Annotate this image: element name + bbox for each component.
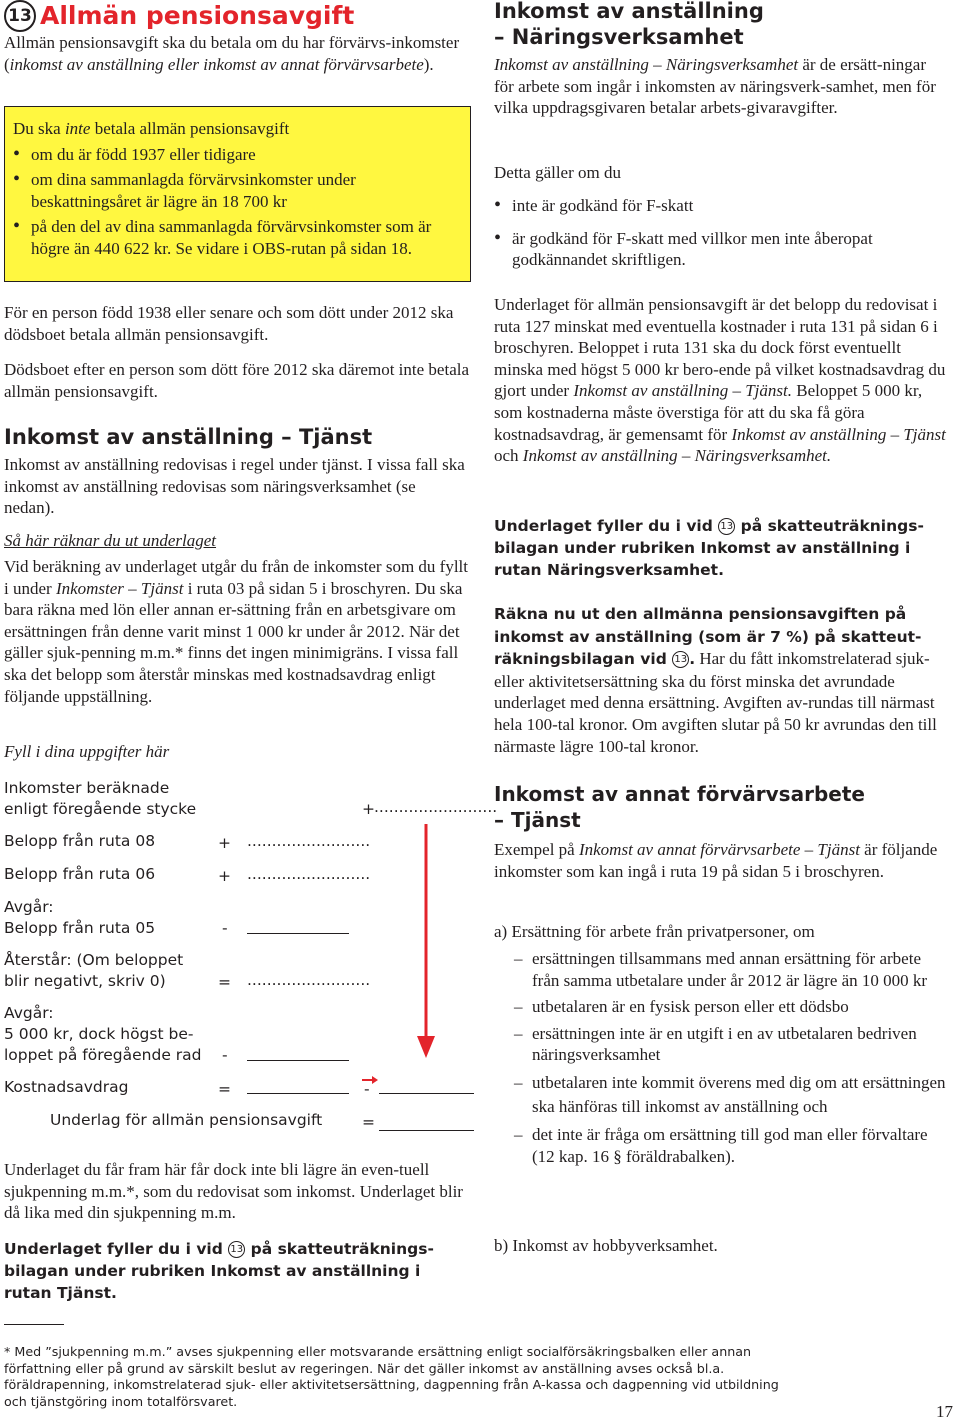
- circled-number-icon: 13: [672, 651, 689, 668]
- list-item: • om dina sammanlagda förvärvsinkomster under beskattningsåret är lägre än 18 700 kr: [13, 169, 453, 212]
- exceptions-list: [13, 144, 453, 260]
- fill-field[interactable]: .........................: [374, 798, 498, 816]
- down-arrow-icon: [354, 818, 444, 1088]
- item-b: b) Inkomst av hobbyverksamhet.: [494, 1236, 718, 1255]
- fill-instruction: Underlaget fyller du i vid 13 på skatteuträknings-bilagan under rubriken Inkomst av anställning i rutan Tjänst.: [4, 1240, 434, 1302]
- heading-annat-forvarvsarbete: Inkomst av annat förvärvsarbete – Tjänst: [494, 782, 865, 832]
- row-operator: +: [362, 800, 375, 818]
- fill-instruction: Underlaget fyller du i vid 13 på skatteuträknings-bilagan under rubriken Inkomst av anställning i rutan Näringsverksamhet.: [494, 517, 924, 579]
- circled-number-icon: 13: [4, 0, 36, 32]
- list-item: – utbetalaren är en fysisk person eller ett dödsbo: [494, 996, 952, 1018]
- annat-paragraph: Exempel på Inkomst av annat förvärvsarbete – Tjänst är följande inkomster som kan ingå i ruta 19 på sidan 5 i broschyren.: [494, 840, 938, 881]
- row-operator: =: [218, 1080, 231, 1098]
- list-item: – det inte är fråga om ersättning till god man eller förvaltare (12 kap. 16 § föräldrabalken).: [494, 1124, 952, 1167]
- list-item: – ersättningen tillsammans med annan ersättning för arbete från samma utbetalare under år 2012 är lägre än 10 000 kr: [494, 948, 952, 991]
- deceased-paragraph-2: Dödsboet efter en person som dött före 2012 ska däremot inte betala allmän pensionsavgift.: [4, 360, 470, 401]
- fill-line[interactable]: [379, 1093, 474, 1094]
- basis-paragraph: Underlaget för allmän pensionsavgift är det belopp du redovisat i ruta 127 minskat med eventuella kostnader i ruta 131 på sidan 6 i broschyren. Beloppet i ruta 131 ska du dock först eventuellt minska med högst 5 000 kr bero-ende på vilket kostnadsavdrag du gjort under Inkomst av anställning – Tjänst. Beloppet 5 000 kr, som kostnaderna måste överstiga för att du ska få göra kostnadsavdrag, är gemensamt för Inkomst av anställning – Tjänst och Inkomst av anställning – Näringsverksamhet.: [494, 295, 946, 466]
- row-label: Kostnadsavdrag: [4, 1078, 129, 1096]
- row-label: Återstår: (Om beloppet blir negativt, skriv 0): [4, 951, 184, 990]
- circled-number-icon: 13: [228, 1241, 245, 1258]
- conditions-list: [494, 948, 952, 1167]
- row-label: Inkomster beräknade enligt föregående stycke: [4, 779, 197, 818]
- applies-label: Detta gäller om du: [494, 163, 621, 182]
- page-title: [4, 0, 474, 32]
- footnote: * Med ”sjukpenning m.m.” avses sjukpenning eller motsvarande ersättning enligt socialförsäkringsbalken eller annan författning eller på grund av särskilt beslut av regeringen. När det gäller inkomst av anställning avses också bl.a. föräldrapenning, inkomstrelaterad sjuk- eller aktivitetsersättning, dagpenning från A-kassa och dagpenning vid utbildning och tjänstgöring inom totalförsvaret.: [4, 1344, 779, 1409]
- calc-fee-paragraph: Räkna nu ut den allmänna pensionsavgiften på inkomst av anställning (som är 7 %) på skatteut-räkningsbilagan vid 13 . Har du fått inkomstrelaterad sjuk- eller aktivitetsersättning ska du först minska det avrundade underlaget med denna ersättning. Avgiften av-rundas till närmast hela 100-tal kronor. Om avgiften slutar på 50 kr avrundas den till närmaste lägre 100-tal kronor.: [494, 605, 937, 756]
- list-item: • inte är godkänd för F-skatt: [494, 195, 949, 217]
- row-operator: =: [362, 1113, 375, 1131]
- footnote-separator: [4, 1324, 64, 1325]
- fill-in-label: Fyll i dina uppgifter här: [4, 742, 170, 761]
- deceased-paragraph: För en person född 1938 eller senare och som dött under 2012 ska dödsboet betala allmän pensionsavgift.: [4, 303, 454, 344]
- heading-naringsverksamhet: Inkomst av anställning – Näringsverksamhet: [494, 0, 764, 49]
- applies-list: [494, 195, 949, 271]
- row-operator: -: [222, 919, 228, 937]
- calc-paragraph: Vid beräkning av underlaget utgår du från de inkomster som du fyllt i under Inkomster – Tjänst i ruta 03 på sidan 5 i broschyren. Du ska bara räkna med lön eller annan er-sättning från en arbetsgivare om ersättningen från denne varit minst 1 000 kr under år 2012. När det gäller sjuk-penning m.m.* finns det ingen minimigräns. I vissa fall ska det belopp som återstår minskas med kostnadsavdrag enligt följande uppställning.: [4, 557, 468, 706]
- fill-field[interactable]: .........................: [247, 832, 371, 850]
- list-item: – utbetalaren inte kommit överens med dig om att ersättningen ska hänföras till inkomst av anställning och: [494, 1071, 952, 1119]
- title-text: Allmän pensionsavgift: [40, 1, 355, 30]
- row-operator: =: [218, 973, 231, 991]
- exceptions-box: [4, 106, 471, 282]
- fill-field[interactable]: .........................: [247, 865, 371, 883]
- list-item: • om du är född 1937 eller tidigare: [13, 144, 453, 166]
- row-label: Underlag för allmän pensionsavgift: [50, 1111, 323, 1129]
- row-label: Avgår: Belopp från ruta 05: [4, 898, 156, 937]
- fill-line[interactable]: [379, 1130, 474, 1131]
- fill-line[interactable]: [247, 1093, 349, 1094]
- row-label: Belopp från ruta 06: [4, 865, 156, 883]
- fill-line[interactable]: [247, 933, 349, 934]
- tjanst-paragraph: Inkomst av anställning redovisas i regel under tjänst. I vissa fall ska inkomst av anställning redovisas som näringsverksamhet (se nedan).: [4, 455, 465, 518]
- item-a: a) Ersättning för arbete från privatpersoner, om: [494, 922, 815, 941]
- list-item: – ersättningen inte är en utgift i en av utbetalaren bedriven näringsverksamhet: [494, 1023, 952, 1066]
- list-item: • är godkänd för F-skatt med villkor men inte åberopat godkännandet skriftligen.: [494, 228, 949, 271]
- list-item: • på den del av dina sammanlagda förvärvsinkomster som är högre än 440 622 kr. Se vidare i OBS-rutan på sidan 18.: [13, 216, 453, 259]
- naring-paragraph: Inkomst av anställning – Näringsverksamhet är de ersätt-ningar för arbete som ingår i inkomsten av näringsverk-samhet, men för vilka uppdragsgivaren betalar arbets-givaravgifter.: [494, 55, 936, 118]
- fill-field[interactable]: .........................: [247, 971, 371, 989]
- box-lead: Du ska inte betala allmän pensionsavgift: [13, 119, 290, 138]
- row-label: Avgår: 5 000 kr, dock högst be- loppet på föregående rad: [4, 1004, 202, 1064]
- row-operator: -: [222, 1046, 228, 1064]
- heading-tjanst: Inkomst av anställning – Tjänst: [4, 425, 373, 449]
- after-calc-paragraph: Underlaget du får fram här får dock inte bli lägre än even-tuell sjukpenning m.m.*, som du redovisat som inkomst. Underlaget blir då lika med din sjukpenning m.m.: [4, 1160, 463, 1223]
- row-operator: -: [364, 1080, 370, 1098]
- row-label: Belopp från ruta 08: [4, 832, 156, 850]
- page-number: 17: [936, 1402, 953, 1421]
- row-operator: +: [218, 834, 231, 852]
- calc-heading: Så här räknar du ut underlaget: [4, 531, 217, 550]
- circled-number-icon: 13: [718, 518, 735, 535]
- fill-line[interactable]: [247, 1060, 349, 1061]
- intro-paragraph: Allmän pensionsavgift ska du betala om du har förvärvs-inkomster (inkomst av anställning eller inkomst av annat förvärvsarbete).: [4, 33, 460, 74]
- row-operator: +: [218, 867, 231, 885]
